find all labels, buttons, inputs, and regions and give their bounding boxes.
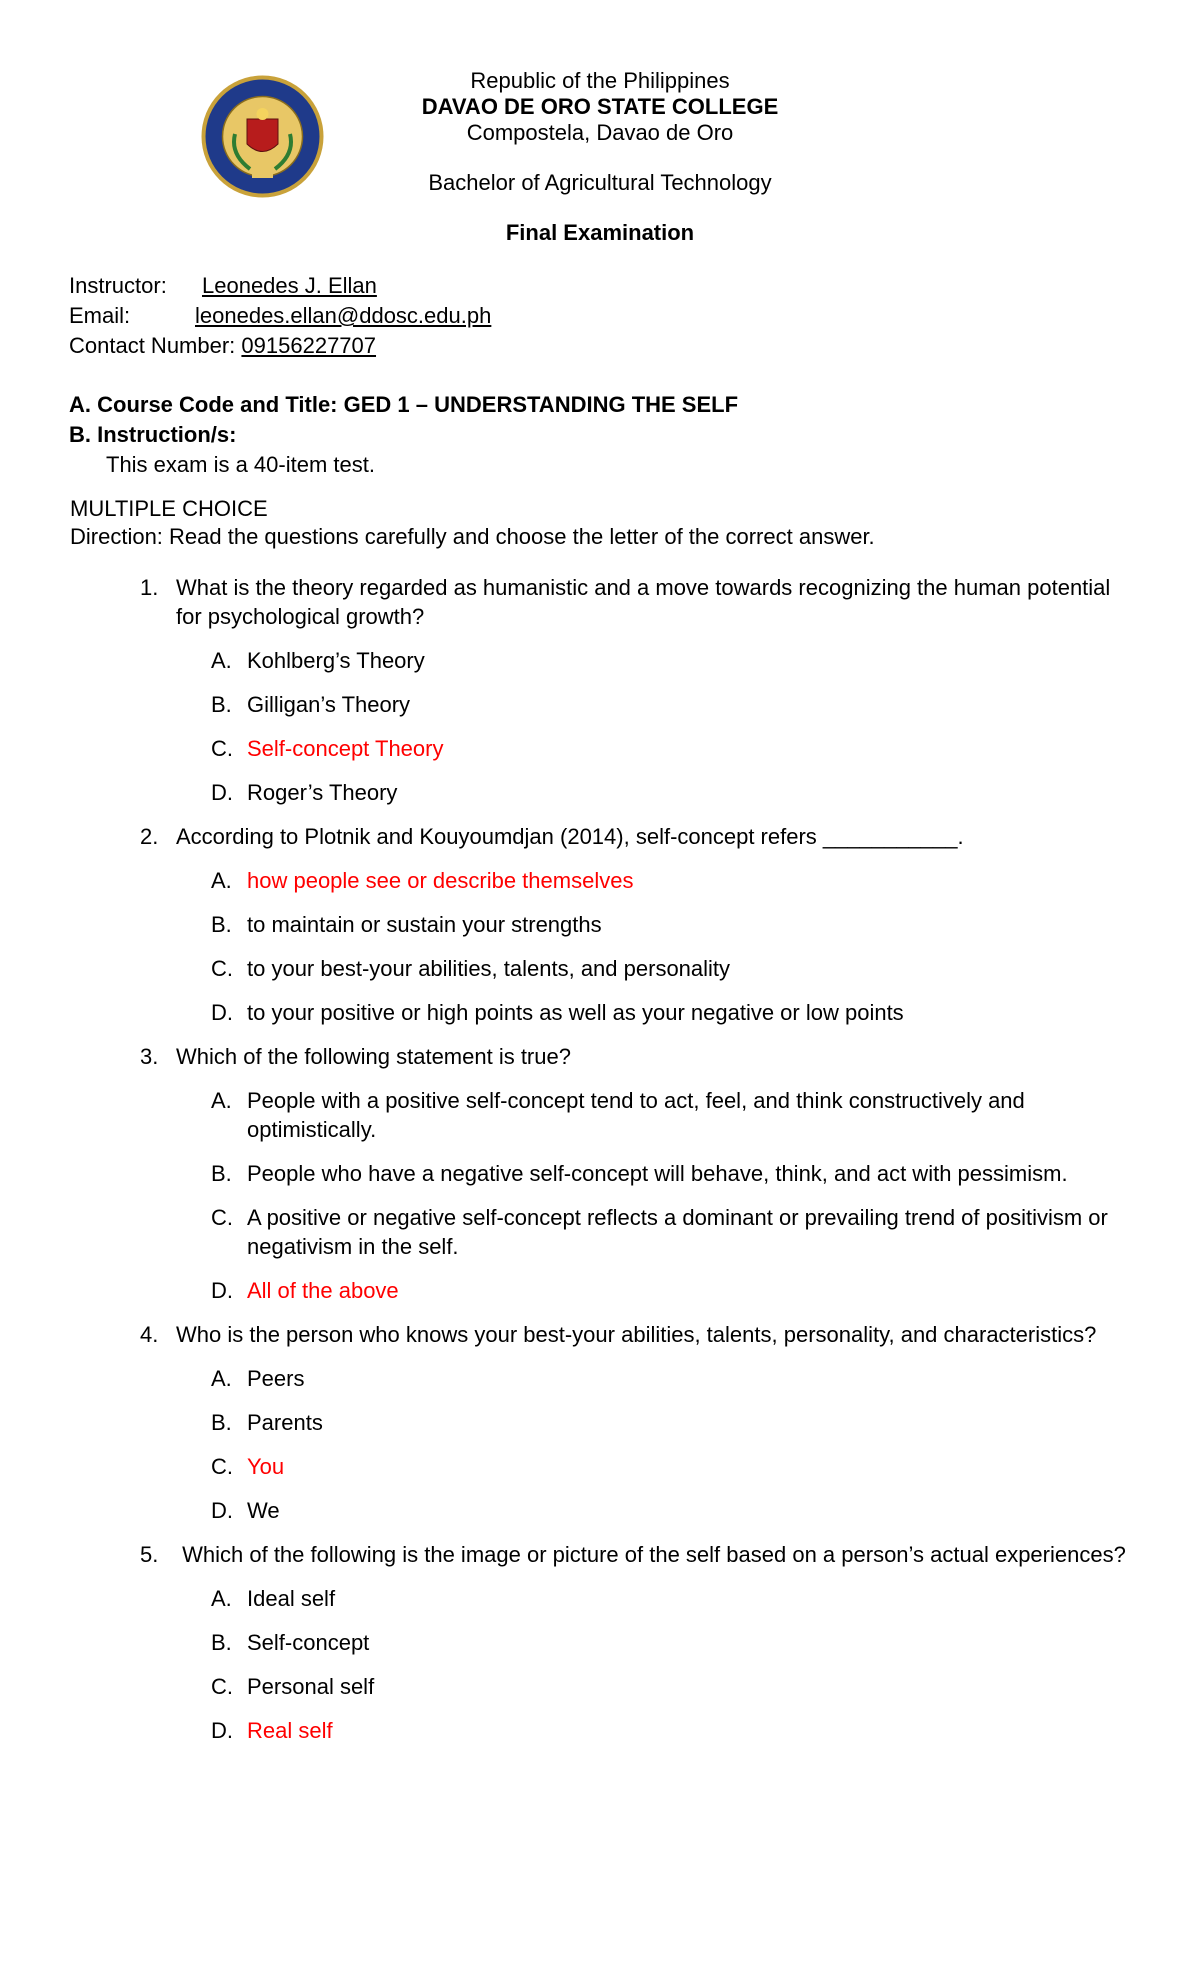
option-text: Ideal self <box>247 1586 336 1611</box>
option-letter: C. <box>211 956 233 981</box>
option-text: Personal self <box>247 1674 375 1699</box>
option-text: People who have a negative self-concept will behave, think, and act with pessimism. <box>247 1161 1068 1186</box>
option-text: to your positive or high points as well as your negative or low points <box>247 1000 904 1025</box>
answer-option <box>176 1276 1140 1305</box>
multiple-choice-heading <box>70 495 875 551</box>
option-letter: B. <box>211 1630 232 1655</box>
correct-answer-text: You <box>247 1454 285 1479</box>
college-name: DAVAO DE ORO STATE COLLEGE <box>421 94 779 119</box>
question-text: According to Plotnik and Kouyoumdjan (2014), self-concept refers ___________. <box>176 824 964 849</box>
option-list <box>176 866 1140 1027</box>
answer-option <box>176 1672 1140 1701</box>
answer-option <box>176 690 1140 719</box>
email-label: Email: <box>69 303 131 328</box>
answer-option <box>176 1452 1140 1481</box>
option-list <box>176 1584 1140 1745</box>
answer-option <box>176 1716 1140 1745</box>
correct-answer-text: Real self <box>247 1718 333 1743</box>
question-item <box>140 1540 1140 1745</box>
answer-option <box>176 910 1140 939</box>
instructor-name: Leonedes J. Ellan <box>202 273 377 298</box>
question-item <box>140 1320 1140 1525</box>
answer-option <box>176 954 1140 983</box>
option-letter: C. <box>211 1205 233 1230</box>
option-text: to maintain or sustain your strengths <box>247 912 602 937</box>
program-name: Bachelor of Agricultural Technology <box>428 170 772 195</box>
mc-direction: Direction: Read the questions carefully and choose the letter of the correct answer. <box>70 524 875 549</box>
option-letter: A. <box>211 1586 232 1611</box>
option-letter: B. <box>211 1161 232 1186</box>
option-letter: C. <box>211 1454 233 1479</box>
option-letter: A. <box>211 1088 232 1113</box>
answer-option <box>176 1364 1140 1393</box>
question-number: 1. <box>140 575 159 600</box>
option-text: Kohlberg’s Theory <box>247 648 425 673</box>
question-number: 4. <box>140 1322 159 1347</box>
question-list <box>140 573 1140 1760</box>
option-text: People with a positive self-concept tend to act, feel, and think constructively and optimistically. <box>247 1088 1025 1142</box>
mc-title: MULTIPLE CHOICE <box>70 496 268 521</box>
option-letter: D. <box>211 1718 233 1743</box>
answer-option <box>176 866 1140 895</box>
instructions-text: This exam is a 40-item test. <box>106 452 375 477</box>
answer-option <box>176 646 1140 675</box>
option-text: Gilligan’s Theory <box>247 692 411 717</box>
question-number: 5. <box>140 1542 159 1567</box>
option-text: We <box>247 1498 280 1523</box>
email-link[interactable]: leonedes.ellan@ddosc.edu.ph <box>195 303 492 328</box>
option-letter: B. <box>211 912 232 937</box>
option-letter: D. <box>211 780 233 805</box>
contact-label: Contact Number: <box>69 333 236 358</box>
instructor-info <box>69 271 491 361</box>
option-letter: C. <box>211 1674 233 1699</box>
option-letter: A. <box>211 648 232 673</box>
option-letter: D. <box>211 1278 233 1303</box>
question-number: 3. <box>140 1044 159 1069</box>
republic-line: Republic of the Philippines <box>470 68 730 93</box>
correct-answer-text: Self-concept Theory <box>247 736 444 761</box>
answer-option <box>176 734 1140 763</box>
option-list <box>176 1086 1140 1305</box>
question-item <box>140 822 1140 1027</box>
option-letter: A. <box>211 868 232 893</box>
question-item <box>140 1042 1140 1305</box>
contact-row <box>69 331 491 361</box>
option-letter: B. <box>211 692 232 717</box>
instructor-row <box>69 271 491 301</box>
question-item <box>140 573 1140 807</box>
answer-option <box>176 1203 1140 1261</box>
college-location: Compostela, Davao de Oro <box>466 120 734 145</box>
instructor-label: Instructor: <box>69 273 167 298</box>
email-row <box>69 301 491 331</box>
option-text: Self-concept <box>247 1630 370 1655</box>
option-text: to your best-your abilities, talents, and personality <box>247 956 731 981</box>
correct-answer-text: All of the above <box>247 1278 399 1303</box>
question-text: Which of the following is the image or picture of the self based on a person’s actual experiences? <box>176 1542 1126 1567</box>
exam-sections <box>69 390 738 480</box>
question-text: Who is the person who knows your best-your abilities, talents, personality, and characteristics? <box>176 1322 1097 1347</box>
question-text: Which of the following statement is true? <box>176 1044 571 1069</box>
answer-option <box>176 1408 1140 1437</box>
option-text: A positive or negative self-concept reflects a dominant or prevailing trend of positivism or negativism in the self. <box>247 1205 1108 1259</box>
course-title: A. Course Code and Title: GED 1 – UNDERSTANDING THE SELF <box>69 392 739 417</box>
option-letter: A. <box>211 1366 232 1391</box>
option-list <box>176 1364 1140 1525</box>
question-number: 2. <box>140 824 159 849</box>
option-text: Roger’s Theory <box>247 780 398 805</box>
answer-option <box>176 1159 1140 1188</box>
question-text: What is the theory regarded as humanistic and a move towards recognizing the human potential for psychological growth? <box>176 575 1117 629</box>
contact-number: 09156227707 <box>241 333 377 358</box>
option-text: Parents <box>247 1410 323 1435</box>
answer-option <box>176 998 1140 1027</box>
correct-answer-text: how people see or describe themselves <box>247 868 634 893</box>
option-text: Peers <box>247 1366 305 1391</box>
answer-option <box>176 1086 1140 1144</box>
exam-title: Final Examination <box>505 220 695 245</box>
answer-option <box>176 778 1140 807</box>
answer-option <box>176 1628 1140 1657</box>
option-letter: D. <box>211 1000 233 1025</box>
option-letter: C. <box>211 736 233 761</box>
document-header <box>0 68 1200 246</box>
option-letter: D. <box>211 1498 233 1523</box>
option-letter: B. <box>211 1410 232 1435</box>
instructions-label: B. Instruction/s: <box>69 422 237 447</box>
option-list <box>176 646 1140 807</box>
answer-option <box>176 1584 1140 1613</box>
answer-option <box>176 1496 1140 1525</box>
